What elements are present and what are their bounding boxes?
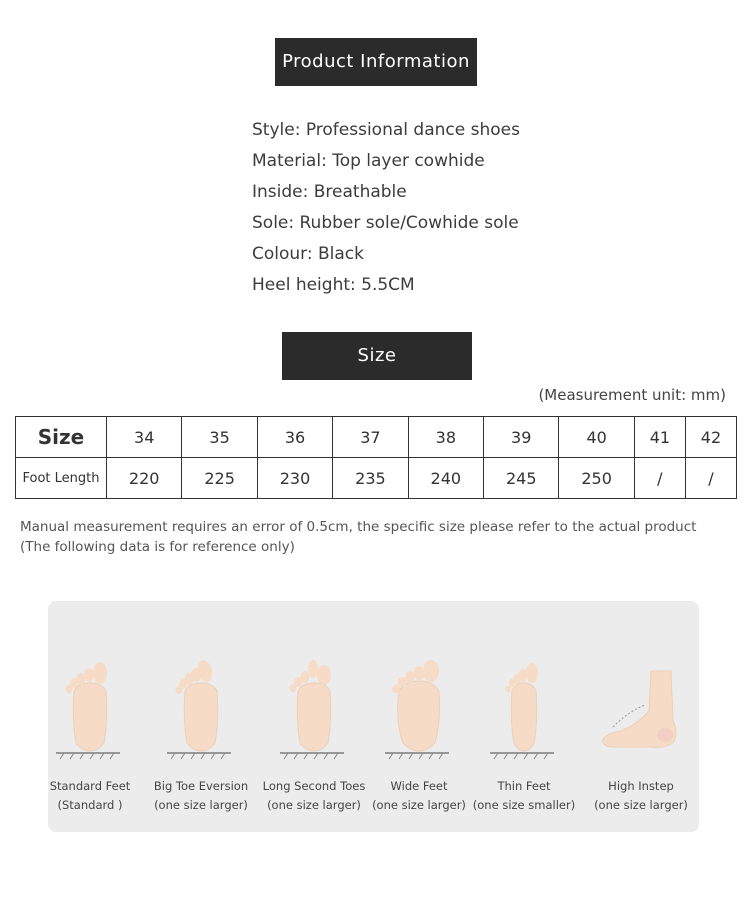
high-instep-foot-icon — [591, 651, 691, 761]
product-info-list — [252, 115, 520, 301]
size-cell: 40 — [559, 417, 634, 458]
length-cell: / — [634, 458, 685, 499]
length-cell: 230 — [257, 458, 332, 499]
foot-type-sub: (Standard ) — [57, 798, 123, 812]
length-cell: 235 — [333, 458, 408, 499]
info-line-inside: Inside: Breathable — [252, 182, 407, 202]
foot-type-sub: (one size smaller) — [472, 798, 576, 812]
foot-type-label: Long Second Toes — [262, 779, 366, 793]
length-cell: 250 — [559, 458, 634, 499]
size-cell: 37 — [333, 417, 408, 458]
length-cell: / — [685, 458, 736, 499]
foot-type-panel — [48, 601, 699, 832]
foot-type-label: Wide Feet — [390, 779, 448, 793]
size-banner: Size — [282, 332, 472, 380]
standard-foot-icon — [50, 651, 130, 761]
product-information-banner: Product Information — [275, 38, 477, 86]
foot-type-label: Thin Feet — [497, 779, 551, 793]
size-header-cell: Size — [16, 417, 107, 458]
size-cell: 41 — [634, 417, 685, 458]
measurement-note: Manual measurement requires an error of 0.5cm, the specific size please refer to the actual product (The following data is for reference only) — [20, 519, 697, 555]
foot-type-big-toe-eversion — [145, 651, 257, 815]
size-table — [15, 416, 737, 499]
info-line-sole: Sole: Rubber sole/Cowhide sole — [252, 213, 519, 233]
thin-foot-icon — [484, 651, 564, 761]
foot-length-header-cell: Foot Length — [16, 458, 107, 499]
foot-type-label: High Instep — [608, 779, 674, 793]
foot-type-sub: (one size larger) — [594, 798, 688, 812]
info-line-colour: Colour: Black — [252, 244, 364, 264]
foot-type-long-second-toes — [258, 651, 370, 815]
info-line-style: Style: Professional dance shoes — [252, 120, 520, 140]
long-second-toe-foot-icon — [274, 651, 354, 761]
size-cell: 42 — [685, 417, 736, 458]
info-line-material: Material: Top layer cowhide — [252, 151, 485, 171]
wide-foot-icon — [379, 651, 459, 761]
foot-type-sub: (one size larger) — [267, 798, 361, 812]
foot-type-sub: (one size larger) — [154, 798, 248, 812]
measurement-unit-note: (Measurement unit: mm) — [538, 386, 726, 404]
foot-type-high-instep — [585, 651, 697, 815]
length-cell: 225 — [182, 458, 257, 499]
length-cell: 220 — [107, 458, 182, 499]
size-row — [16, 417, 737, 458]
size-cell: 36 — [257, 417, 332, 458]
length-cell: 245 — [484, 458, 559, 499]
big-toe-foot-icon — [161, 651, 241, 761]
length-cell: 240 — [408, 458, 483, 499]
foot-type-wide-feet — [363, 651, 475, 815]
size-cell: 34 — [107, 417, 182, 458]
foot-length-row — [16, 458, 737, 499]
info-line-heel-height: Heel height: 5.5CM — [252, 275, 415, 295]
foot-type-sub: (one size larger) — [372, 798, 466, 812]
size-cell: 35 — [182, 417, 257, 458]
foot-type-label: Standard Feet — [49, 779, 131, 793]
foot-type-standard — [34, 651, 146, 815]
foot-type-label: Big Toe Eversion — [153, 779, 249, 793]
foot-type-thin-feet — [468, 651, 580, 815]
size-cell: 39 — [484, 417, 559, 458]
size-cell: 38 — [408, 417, 483, 458]
